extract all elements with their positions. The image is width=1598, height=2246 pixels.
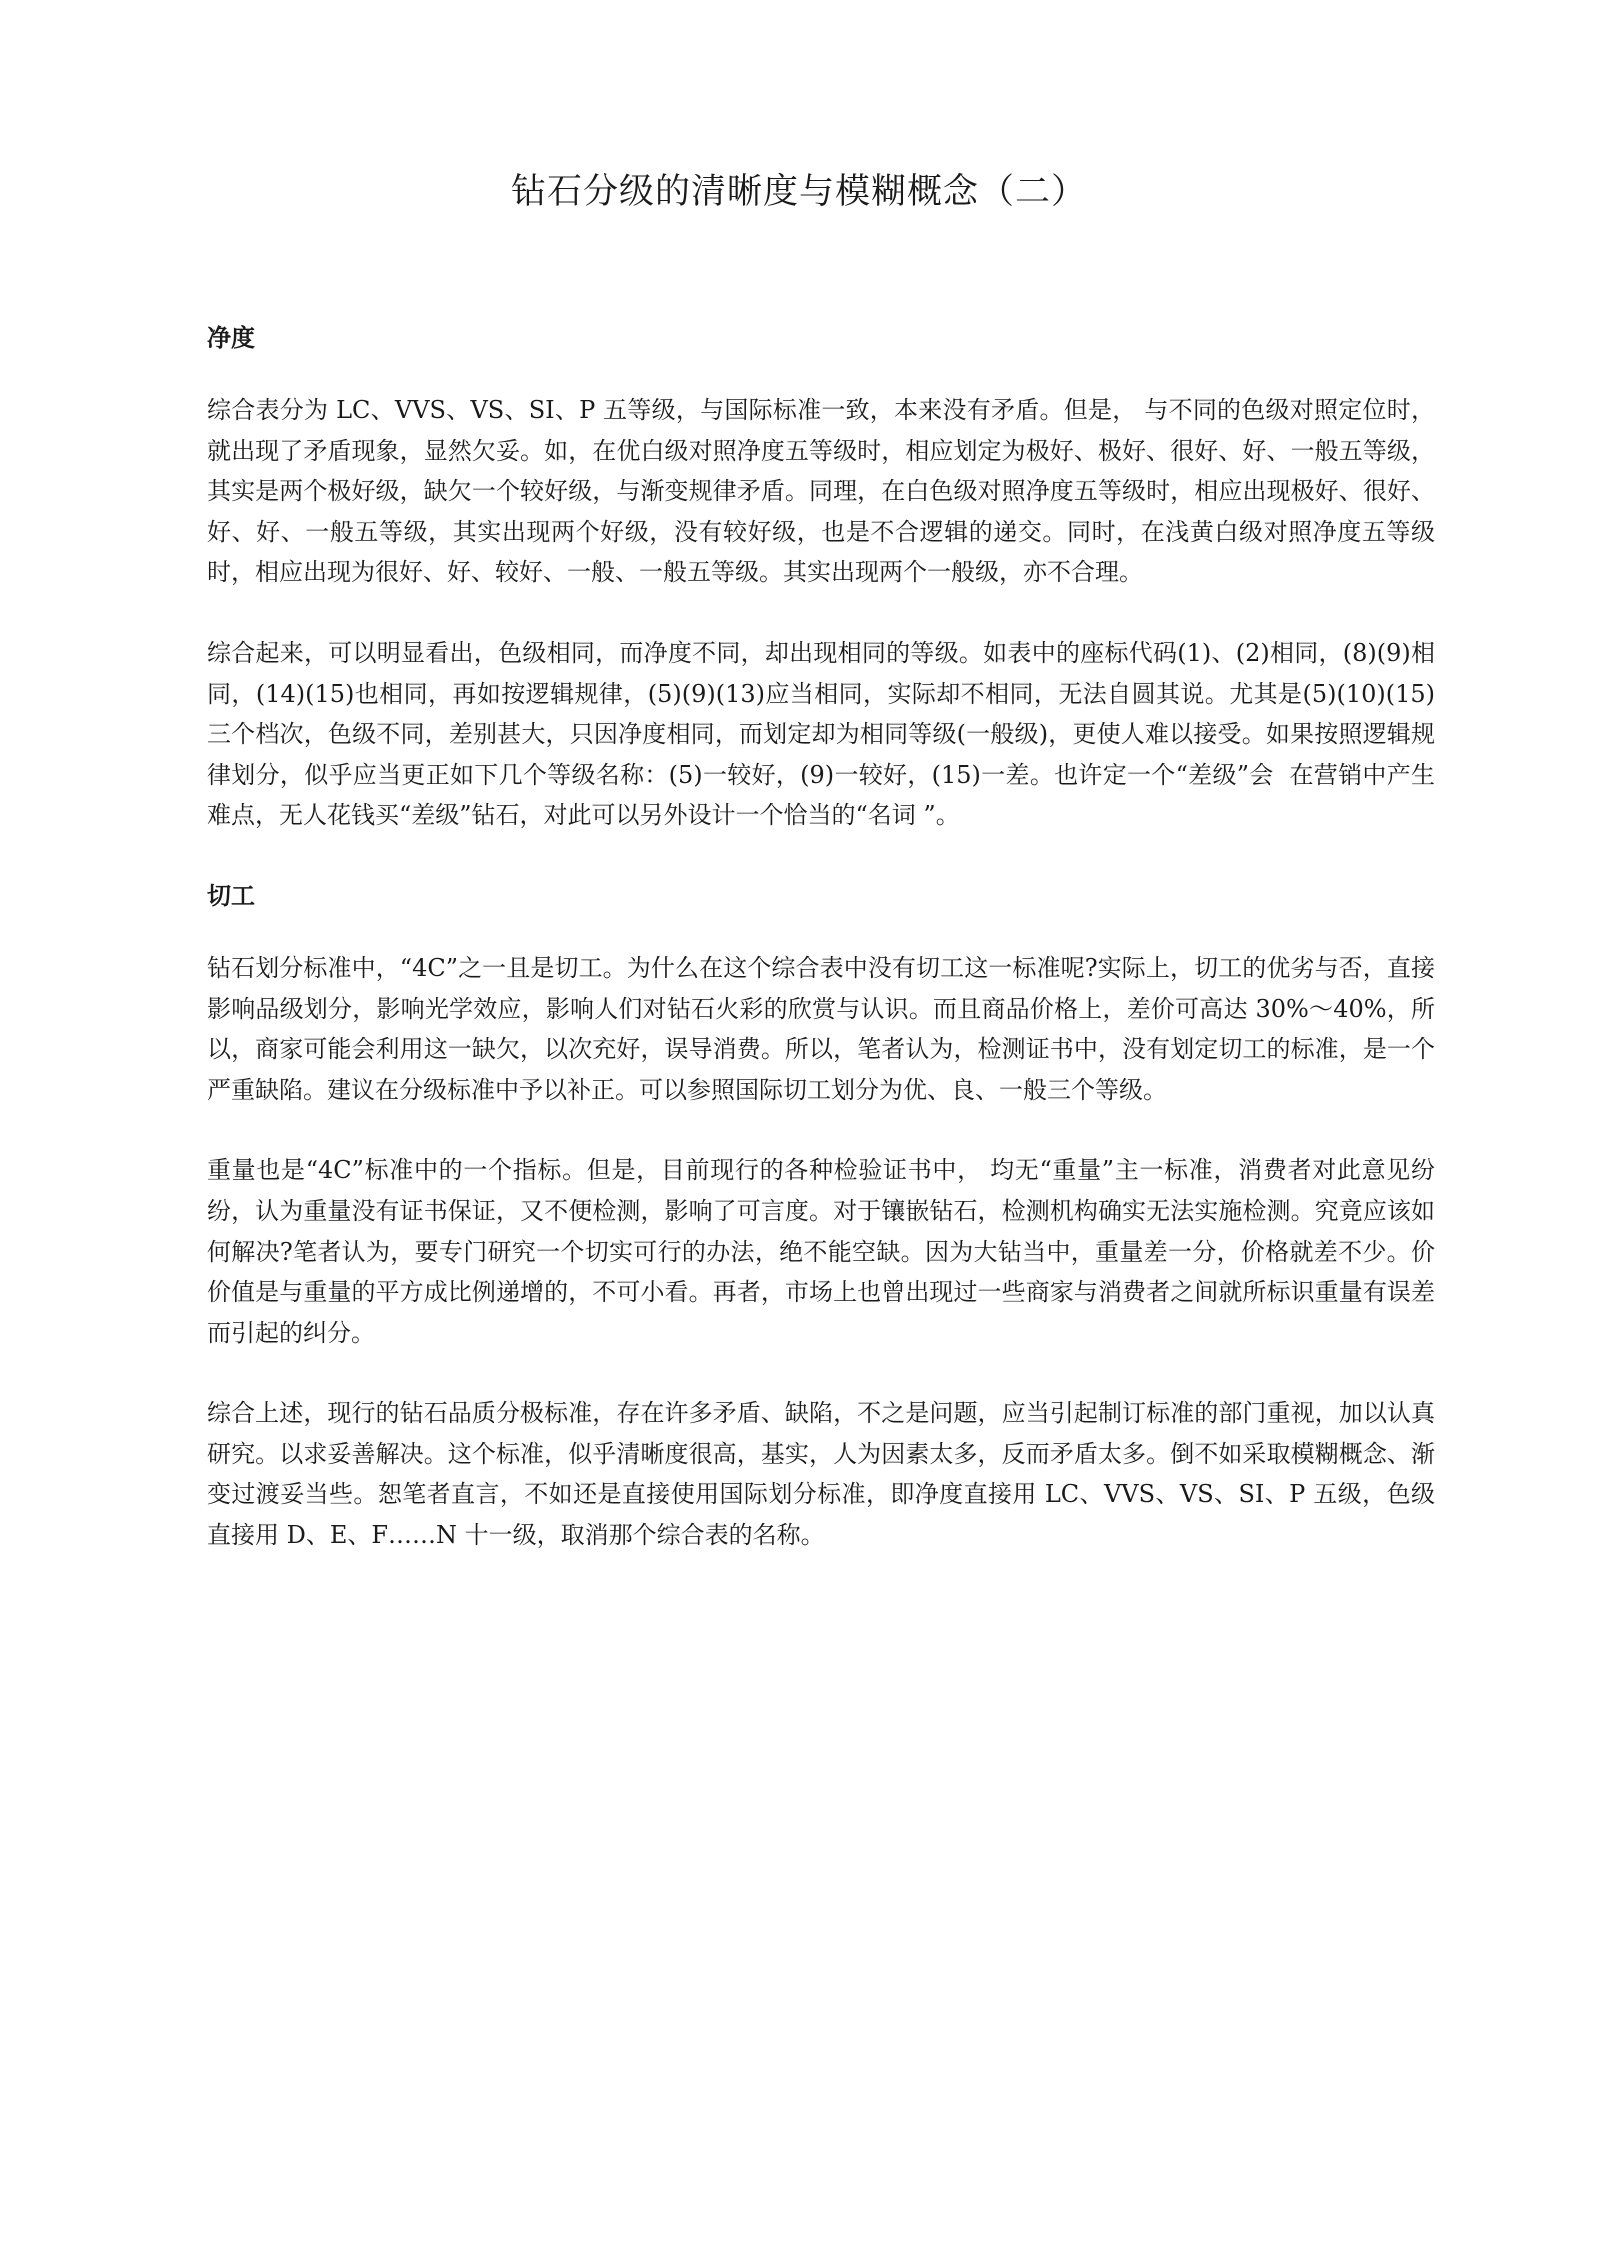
page-title: 钻石分级的清晰度与模糊概念（二） [510, 172, 1087, 212]
paragraph: 综合起来，可以明显看出，色级相同，而净度不同，却出现相同的等级。如表中的座标代码(1)、(2)相同，(8)(9)相同，(14)(15)也相同，再如按逻辑规律，(5)(9)(13)应当相同，实际却不相同，无法自圆其说。尤其是(5)(10)(15)三个档次，色级不同，差别甚大，只因净度相同，而划定却为相同等级(一般级)，更使人难以接受。如果按照逻辑规律划分，似乎应当更正如下几个等级名称：(5)一较好，(9)一较好，(15)一差。也许定一个“差级”会 在营销中产生难点，无人花钱买“差级”钻石，对此可以另外设计一个恰当的“名词 ”。 [207, 638, 1435, 830]
paragraph: 综合上述，现行的钻石品质分极标准，存在许多矛盾、缺陷，不之是问题，应当引起制订标准的部门重视，加以认真研究。以求妥善解决。这个标准，似乎清晰度很高，基实，人为因素太多，反而矛盾太多。倒不如采取模糊概念、渐变过渡妥当些。恕笔者直言，不如还是直接使用国际划分标准，即净度直接用 LC、VVS、VS、SI、P 五级，色级直接用 D、E、F……N 十一级，取消那个综合表的名称。 [207, 1399, 1435, 1550]
document-body [207, 318, 1435, 1596]
paragraph: 钻石划分标准中，“4C”之一且是切工。为什么在这个综合表中没有切工这一标准呢?实际上，切工的优劣与否，直接影响品级划分，影响光学效应，影响人们对钻石火彩的欣赏与认识。而且商品价格上，差价可高达 30%～40%，所以，商家可能会利用这一缺欠，以次充好，误导消费。所以，笔者认为，检测证书中，没有划定切工的标准，是一个严重缺陷。建议在分级标准中予以补正。可以参照国际切工划分为优、良、一般三个等级。 [207, 953, 1435, 1104]
section-heading-cut: 切工 [207, 881, 255, 910]
paragraph: 重量也是“4C”标准中的一个指标。但是，目前现行的各种检验证书中， 均无“重量”主一标准，消费者对此意见纷纷，认为重量没有证书保证，又不便检测，影响了可言度。对于镶嵌钻石，检测机构确实无法实施检测。究竟应该如何解决?笔者认为，要专门研究一个切实可行的办法，绝不能空缺。因为大钻当中，重量差一分，价格就差不少。价价值是与重量的平方成比例递增的，不可小看。再者，市场上也曾出现过一些商家与消费者之间就所标识重量有误差而引起的纠分。 [207, 1156, 1435, 1347]
section-heading-clarity: 净度 [207, 324, 255, 352]
paragraph: 综合表分为 LC、VVS、VS、SI、P 五等级，与国际标准一致，本来没有矛盾。但是， 与不同的色级对照定位时，就出现了矛盾现象，显然欠妥。如，在优白级对照净度五等级时，相应划定为极好、极好、很好、好、一般五等级，其实是两个极好级，缺欠一个较好级，与渐变规律矛盾。同理，在白色级对照净度五等级时，相应出现极好、很好、好、好、一般五等级，其实出现两个好级，没有较好级，也是不合逻辑的递交。同时，在浅黄白级对照净度五等级时，相应出现为很好、好、较好、一般、一般五等级。其实出现两个一般级，亦不合理。 [207, 396, 1435, 587]
